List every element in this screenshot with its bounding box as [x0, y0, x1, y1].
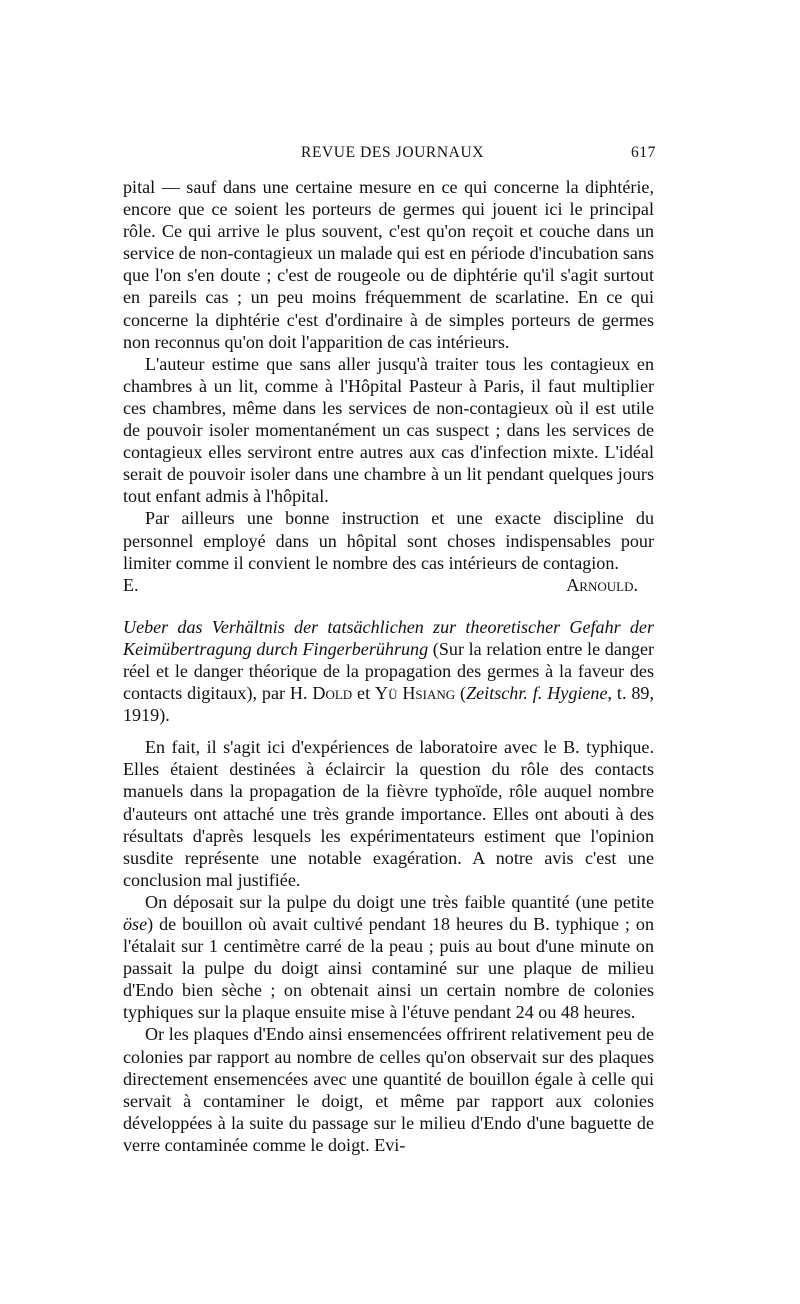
page-body — [123, 176, 654, 1156]
article2-author-2: Yü Hsiang — [375, 683, 456, 704]
article2-paragraph-2-start: On déposait sur la pulpe du doigt une très faible quantité (une petite — [145, 891, 654, 912]
article2-title-french: (Sur la relation entre le danger réel et le danger théorique de la propagation des germes à la faveur des contacts digitaux), par — [123, 638, 654, 704]
article1-signature-line — [123, 574, 654, 596]
article1-paragraph-2: L'auteur estime que sans aller jusqu'à traiter tous les contagieux en chambres à un lit, comme à l'Hôpital Pasteur à Paris, il faut multiplier ces chambres, même dans les services de non-contagieux où il est utile de pouvoir isoler momentanément un cas suspect ; dans les services de contagieux elles serviront entre autres aux cas d'infection mixte. L'idéal serait de pouvoir isoler dans une chambre à un lit pendant quelques jours tout enfant admis à l'hôpital. — [123, 353, 654, 507]
article2-paragraph-2-term: öse — [123, 914, 148, 934]
running-title: REVUE DES JOURNAUX — [301, 144, 485, 161]
article2-citation-open: ( — [455, 683, 467, 704]
article2-heading — [123, 616, 654, 726]
article2-citation-rest: , t. 89, 1919). — [123, 683, 654, 726]
article1-signature: E. Arnould. — [123, 574, 638, 595]
article2-paragraph-2-end: ) de bouillon où avait cultivé pendant 18 heures du B. typhique ; on l'étalait sur 1 centimètre carré de la peau ; puis au bout d'une minute on passait la pulpe du doigt ainsi contaminé sur une plaque de milieu d'Endo bien sèche ; on obtenait ainsi un certain nombre de colonies typhiques sur la plaque ensuite mise à l'étuve pendant 24 ou 48 heures. — [123, 914, 654, 1023]
article2-author-joiner: et — [352, 683, 376, 704]
article2-paragraph-1: En fait, il s'agit ici d'expériences de laboratoire avec le B. typhique. Elles étaient destinées à éclaircir la question du rôle des contacts manuels dans la propagation de la fièvre typhoïde, rôle auquel nombre d'auteurs ont attaché une très grande importance. Elles ont abouti à des résultats d'après lesquels les expérimentateurs estiment que l'opinion susdite représente une notable exagération. A notre avis c'est une conclusion mal justifiée. — [123, 737, 654, 890]
article2-paragraph-2 — [123, 891, 654, 1024]
article2-author-1: H. Dold — [289, 683, 353, 704]
journal-page — [123, 142, 654, 1156]
page-number: 617 — [630, 144, 656, 161]
article2-journal: Zeitschr. f. Hygiene — [466, 683, 608, 704]
article2-title-german: Ueber das Verhältnis der tatsächlichen zur theoretischer Gefahr der Keimübertragung durch Fingerberührung — [123, 616, 654, 659]
article1-paragraph-3: Par ailleurs une bonne instruction et une exacte discipline du personnel employé dans un hôpital sont choses indispensables pour limiter comme il convient le nombre des cas intérieurs de contagion. — [123, 508, 654, 573]
article1-paragraph-1: pital — sauf dans une certaine mesure en ce qui concerne la diphtérie, encore que ce soient les porteurs de germes qui jouent ici le principal rôle. Ce qui arrive le plus souvent, c'est qu'on reçoit et couche dans un service de non-contagieux un malade qui est en période d'incubation sans que l'on s'en doute ; c'est de rougeole ou de diphtérie qu'il s'agit surtout en pareils cas ; un peu moins fréquemment de scarlatine. En ce qui concerne la diphtérie c'est d'ordinaire à de simples porteurs de germes non reconnus qu'on doit l'apparition de cas intérieurs. — [123, 177, 654, 352]
article2-paragraph-3: Or les plaques d'Endo ainsi ensemencées offrirent relativement peu de colonies par rapport au nombre de celles qu'on observait sur des plaques directement ensemencées avec une quantité de bouillon égale à celle qui servait à contaminer le doigt, et même par rapport aux colonies développées à la suite du passage sur le milieu d'Endo d'une baguette de verre contaminée comme le doigt. Evi- — [123, 1024, 654, 1155]
running-header — [123, 142, 654, 166]
